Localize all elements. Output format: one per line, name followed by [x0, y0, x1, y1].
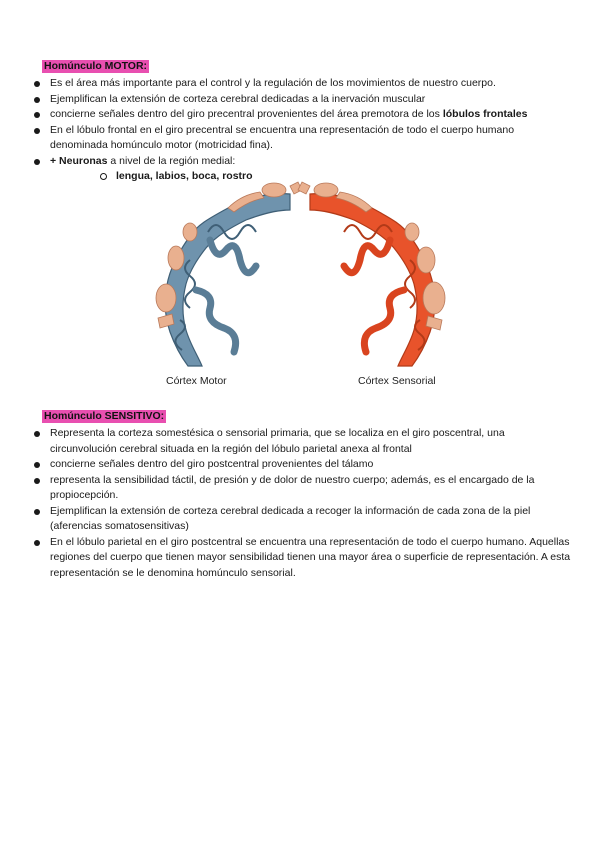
sensitivo-section	[32, 406, 572, 581]
motor-section	[32, 56, 572, 185]
motor-heading: Homúnculo MOTOR:	[44, 60, 148, 72]
motor-bullet-list	[32, 76, 572, 169]
sensory-cortex-shape	[310, 194, 435, 366]
caption-sensory: Córtex Sensorial	[358, 375, 436, 387]
caption-motor: Córtex Motor	[166, 375, 227, 387]
homunculus-figure	[150, 180, 450, 395]
motor-sub-item: lengua, labios, boca, rostro	[32, 169, 572, 185]
motor-cortex-shape	[165, 194, 290, 366]
list-item: concierne señales dentro del giro precentral provenientes del área premotora de los lóbulos frontales	[32, 107, 572, 123]
homunculus-illustration	[150, 180, 450, 395]
list-item: Ejemplifican la extensión de corteza cerebral dedicada a recoger la información de cada zona de la piel (aferencias somatosensitivas)	[32, 504, 572, 535]
list-item: Representa la corteza somestésica o sensorial primaria, que se localiza en el giro poscentral, una circunvolución cerebral situada en la región del lóbulo parietal anexa al frontal	[32, 426, 572, 457]
list-item: + Neuronas a nivel de la región medial:	[32, 154, 572, 170]
list-item: Ejemplifican la extensión de corteza cerebral dedicadas a la inervación muscular	[32, 92, 572, 108]
list-item: Es el área más importante para el control y la regulación de los movimientos de nuestro cuerpo.	[32, 76, 572, 92]
list-item: representa la sensibilidad táctil, de presión y de dolor de nuestro cuerpo; además, es el encargado de la propiocepción.	[32, 473, 572, 504]
list-item: En el lóbulo frontal en el giro precentral se encuentra una representación de todo el cuerpo humano denominada homúnculo motor (motricidad fina).	[32, 123, 572, 154]
list-item: concierne señales dentro del giro postcentral provenientes del tálamo	[32, 457, 572, 473]
list-item: En el lóbulo parietal en el giro postcentral se encuentra una representación de todo el cuerpo humano. Aquellas regiones del cuerpo que tienen mayor sensibilidad tienen una mayor área o superficie de representación. A esta representación se le denomina homúnculo sensorial.	[32, 535, 572, 582]
sensitivo-heading: Homúnculo SENSITIVO:	[44, 410, 165, 422]
sensitivo-bullet-list	[32, 426, 572, 581]
